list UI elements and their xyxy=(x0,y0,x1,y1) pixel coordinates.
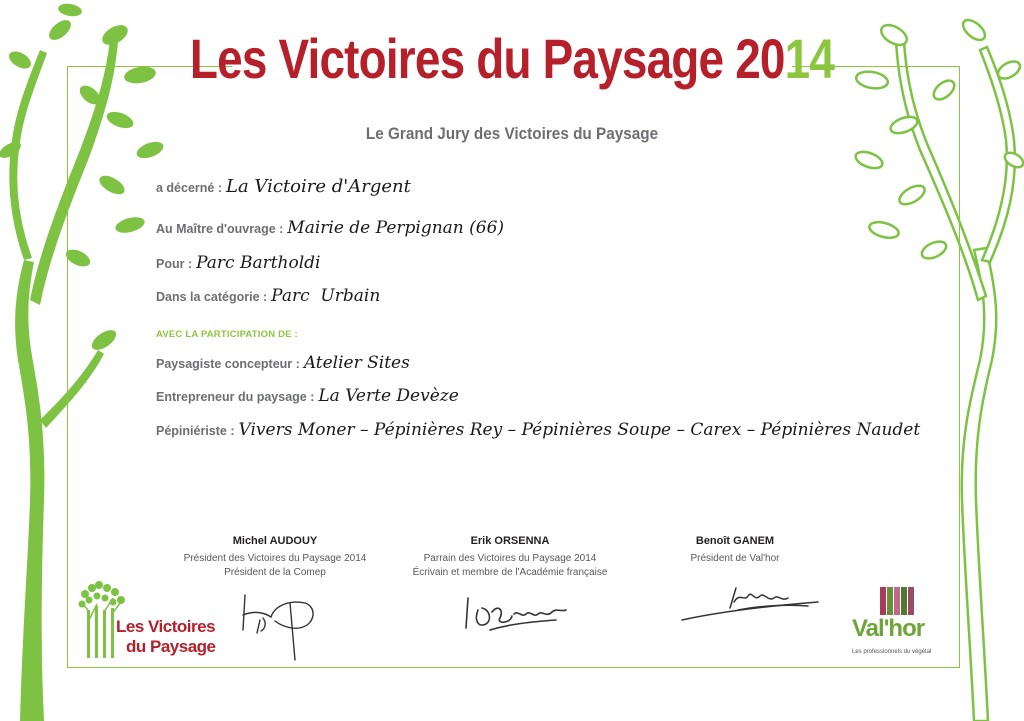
nursery-value: Vivers Moner – Pépinières Rey – Pépinières Soupe – Carex – Pépinières Naudet xyxy=(238,420,921,440)
contractor-label: Entrepreneur du paysage : xyxy=(156,390,315,404)
award-row xyxy=(156,176,411,197)
valhor-bars-icon xyxy=(852,585,942,619)
victoires-logo-text: Les Victoires du Paysage xyxy=(116,617,216,656)
participation-heading xyxy=(156,324,298,342)
signatory-1-role: Président des Victoires du Paysage 2014 Président de la Comep xyxy=(183,553,367,578)
jury-heading: Le Grand Jury des Victoires du Paysage xyxy=(365,124,659,143)
contractor-value: La Verte Devèze xyxy=(318,386,459,406)
signatory-1-name: Michel AUDOUY xyxy=(232,535,318,547)
client-label: Au Maître d'ouvrage : xyxy=(156,222,284,236)
valhor-tagline: Les professionnels du végétal xyxy=(852,649,932,655)
signature-audouy xyxy=(235,585,325,665)
category-label: Dans la catégorie : xyxy=(156,290,268,304)
contractor-row xyxy=(156,386,459,406)
nursery-row xyxy=(156,420,920,440)
participation-label: AVEC LA PARTICIPATION DE : xyxy=(156,329,298,340)
signatory-3-role: Président de Val'hor xyxy=(690,553,780,564)
project-value: Parc Bartholdi xyxy=(196,253,321,273)
valhor-logo xyxy=(852,585,942,665)
designer-row xyxy=(156,353,410,373)
signatory-2-role: Parrain des Victoires du Paysage 2014 Écrivain et membre de l'Académie française xyxy=(412,553,608,578)
project-label: Pour : xyxy=(156,257,193,271)
signatory-3-name: Benoît GANEM xyxy=(695,535,775,547)
certificate-title: Les Victoires du Paysage 2014 xyxy=(189,27,835,90)
category-value: Parc Urbain xyxy=(271,286,381,306)
signature-orsenna xyxy=(460,590,580,640)
designer-value: Atelier Sites xyxy=(303,353,410,373)
designer-label: Paysagiste concepteur : xyxy=(156,357,300,371)
signature-ganem xyxy=(678,580,828,630)
signatory-2-name: Erik ORSENNA xyxy=(470,535,550,547)
client-value: Mairie de Perpignan (66) xyxy=(287,218,505,238)
valhor-logo-text: Val'hor xyxy=(852,615,925,642)
nursery-label: Pépiniériste : xyxy=(156,424,235,438)
project-row xyxy=(156,253,321,273)
award-value: La Victoire d'Argent xyxy=(226,176,411,197)
client-row xyxy=(156,218,504,238)
category-row xyxy=(156,286,380,306)
award-label: a décerné : xyxy=(156,181,223,195)
